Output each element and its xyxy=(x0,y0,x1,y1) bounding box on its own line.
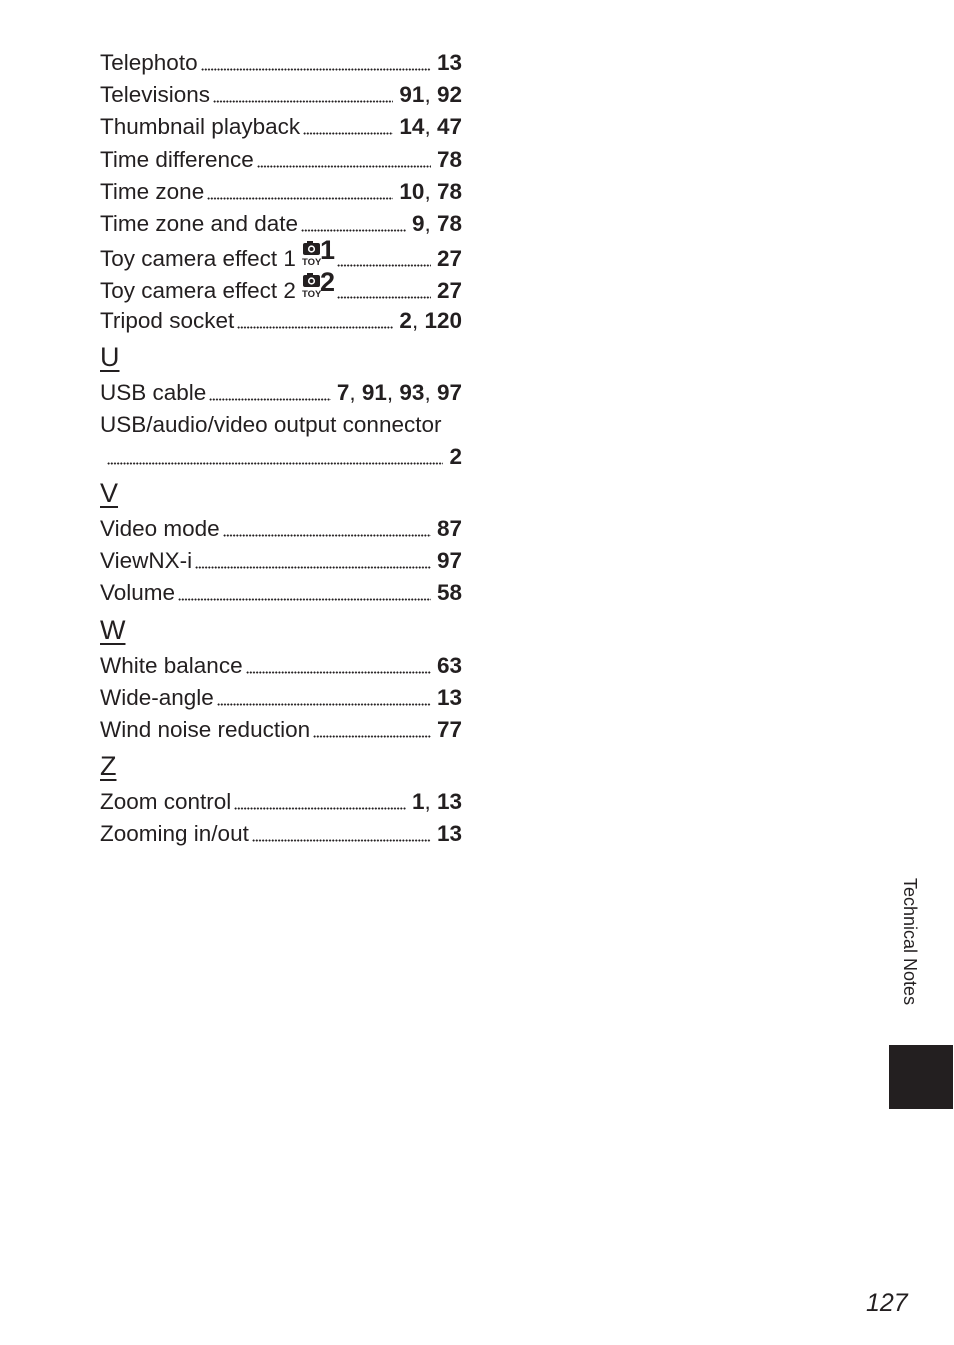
page-ref-link[interactable]: 92 xyxy=(436,82,462,108)
index-entry xyxy=(100,409,462,441)
page-ref-link[interactable]: 78 xyxy=(436,146,462,172)
index-term: Televisions xyxy=(100,82,211,108)
page-ref-link[interactable]: 78 xyxy=(436,178,462,204)
index-entry xyxy=(100,176,462,208)
index-entry xyxy=(100,267,462,304)
toy-icon-number: 2 xyxy=(319,267,335,298)
page-separator: , xyxy=(424,379,437,405)
index-entry-continuation xyxy=(100,441,462,473)
index-entry xyxy=(100,111,462,143)
index-term: Thumbnail playback xyxy=(100,114,301,140)
dot-leader xyxy=(107,457,443,465)
index-entry xyxy=(100,144,462,176)
page-refs xyxy=(399,79,462,111)
page-ref-link[interactable]: 97 xyxy=(436,548,462,574)
page-refs xyxy=(337,377,462,409)
index-entry xyxy=(100,545,462,577)
dot-leader xyxy=(337,259,431,267)
page-ref-link[interactable]: 120 xyxy=(424,307,462,333)
page-refs xyxy=(437,682,462,714)
index-term: Zooming in/out xyxy=(100,821,249,847)
page-ref-link[interactable]: 58 xyxy=(436,580,462,606)
page-separator: , xyxy=(424,82,437,108)
index-term: Video mode xyxy=(100,516,220,542)
page-ref-link[interactable]: 13 xyxy=(436,50,462,75)
page-ref-link[interactable]: 13 xyxy=(436,789,462,815)
page-separator: , xyxy=(424,178,437,204)
page-refs xyxy=(412,208,462,240)
page-ref-link[interactable]: 63 xyxy=(436,652,462,678)
page-separator: , xyxy=(424,210,437,236)
toy-icon-number: 1 xyxy=(319,235,335,266)
dot-leader xyxy=(246,666,431,674)
page-ref-link[interactable]: 87 xyxy=(436,516,462,542)
index-term: ViewNX-i xyxy=(100,548,193,574)
section-letter-u: U xyxy=(100,341,120,372)
page-refs xyxy=(399,111,462,143)
page-ref-link[interactable]: 13 xyxy=(436,821,462,847)
page-refs xyxy=(437,275,462,307)
dot-leader xyxy=(301,224,406,232)
page-refs xyxy=(437,144,462,176)
dot-leader xyxy=(217,698,431,706)
page-refs xyxy=(412,786,462,818)
index-entry xyxy=(100,79,462,111)
dot-leader xyxy=(195,561,431,569)
index-term: Zoom control xyxy=(100,789,232,815)
page-separator: , xyxy=(349,379,362,405)
toy-camera-2-icon xyxy=(301,267,335,299)
page-ref-link[interactable]: 2 xyxy=(449,443,462,469)
index-entry xyxy=(100,714,462,746)
dot-leader xyxy=(337,291,431,299)
page-separator: , xyxy=(424,789,437,815)
dot-leader xyxy=(207,192,393,200)
page-refs xyxy=(437,818,462,850)
section-letter-w: W xyxy=(100,614,126,645)
page-ref-link[interactable]: 91 xyxy=(361,379,387,405)
page-refs xyxy=(399,176,462,208)
index-list xyxy=(100,47,462,851)
index-entry xyxy=(100,786,462,818)
dot-leader xyxy=(313,730,431,738)
dot-leader xyxy=(237,321,393,329)
page-ref-link[interactable]: 9 xyxy=(411,210,425,236)
page-separator: , xyxy=(411,307,425,333)
index-term: Time difference xyxy=(100,146,254,172)
page-separator: , xyxy=(424,114,437,140)
index-term: USB cable xyxy=(100,379,207,405)
index-term: Wind noise reduction xyxy=(100,717,311,742)
index-term: Toy camera effect 2 xyxy=(100,278,296,304)
page-separator: , xyxy=(386,379,400,405)
page-ref-link[interactable]: 47 xyxy=(436,114,462,140)
index-term: Tripod socket xyxy=(100,307,235,333)
page-ref-link[interactable]: 7 xyxy=(336,379,350,405)
page-ref-link[interactable]: 93 xyxy=(399,379,425,405)
page-refs xyxy=(437,513,462,545)
index-entry xyxy=(100,235,462,272)
page-ref-link[interactable]: 97 xyxy=(436,379,462,405)
index-entry xyxy=(100,577,462,609)
index-term: Volume xyxy=(100,580,176,606)
section-letter-v: V xyxy=(100,478,119,509)
dot-leader xyxy=(209,393,331,401)
page-refs xyxy=(437,243,462,275)
index-entry xyxy=(100,47,462,79)
index-entry xyxy=(100,682,462,714)
dot-leader xyxy=(213,95,393,103)
index-entry xyxy=(100,513,462,545)
page-ref-link[interactable]: 14 xyxy=(399,114,425,140)
page-ref-link[interactable]: 27 xyxy=(436,278,462,304)
page-ref-link[interactable]: 1 xyxy=(411,789,425,815)
dot-leader xyxy=(257,160,431,168)
svg-text:TOY: TOY xyxy=(301,289,322,299)
index-term: Time zone and date xyxy=(100,210,299,236)
page-ref-link[interactable]: 10 xyxy=(399,178,425,204)
index-entry xyxy=(100,208,462,240)
dot-leader xyxy=(223,529,431,537)
section-tab-label: Technical Notes xyxy=(900,878,920,1006)
page-ref-link[interactable]: 27 xyxy=(436,246,462,272)
index-entry xyxy=(100,377,462,409)
svg-text:TOY: TOY xyxy=(301,257,322,267)
toy-camera-1-icon xyxy=(301,235,335,267)
page-refs xyxy=(437,714,462,746)
index-entry xyxy=(100,650,462,682)
page-ref-link[interactable]: 91 xyxy=(399,82,425,108)
index-term: White balance xyxy=(100,652,243,678)
index-entry xyxy=(100,818,462,850)
page-refs xyxy=(437,545,462,577)
index-entry xyxy=(100,305,462,337)
page-ref-link[interactable]: 2 xyxy=(399,307,412,333)
dot-leader xyxy=(303,127,393,135)
index-term: Telephoto xyxy=(100,50,198,75)
index-term: Time zone xyxy=(100,178,205,204)
page-ref-link[interactable]: 77 xyxy=(436,717,462,742)
page-refs xyxy=(449,441,462,473)
page-refs xyxy=(399,305,462,337)
dot-leader xyxy=(234,802,406,810)
index-term: Toy camera effect 1 xyxy=(100,246,296,272)
page-refs xyxy=(437,650,462,682)
dot-leader xyxy=(252,834,431,842)
dot-leader xyxy=(178,593,431,601)
page-refs xyxy=(437,577,462,609)
index-term: Wide-angle xyxy=(100,684,214,710)
dot-leader xyxy=(201,63,431,71)
section-letter-z: Z xyxy=(100,751,117,782)
index-term: USB/audio/video output connector xyxy=(100,411,442,437)
page-ref-link[interactable]: 13 xyxy=(436,684,462,710)
page-ref-link[interactable]: 78 xyxy=(436,210,462,236)
section-tab-marker xyxy=(889,1045,953,1109)
page-number: 127 xyxy=(866,1289,908,1317)
page-refs xyxy=(437,47,462,79)
